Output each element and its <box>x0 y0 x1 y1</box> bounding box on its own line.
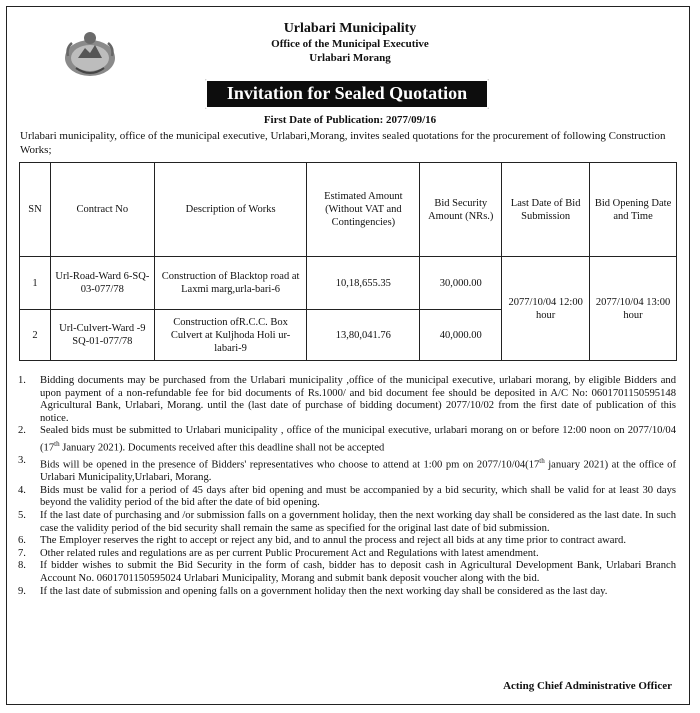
cell-opening: 2077/10/04 13:00 hour <box>590 257 677 361</box>
signature-title: Acting Chief Administrative Officer <box>503 680 672 692</box>
cell-estimated-amount: 10,18,655.35 <box>307 257 420 310</box>
note-text: Other related rules and regulations are as per current Public Procurement Act and Regulations with latest amendment. <box>40 547 539 559</box>
note-text: If the last date of purchasing and /or submission falls on a government holiday, then the next working day shall be considered as the last date. In such case the validity period of the bid security shall remain the same as specified for the original last date of bid submission. <box>40 510 676 534</box>
note-text: If bidder wishes to submit the Bid Security in the form of cash, bidder has to deposit cash in Agricultural Development Bank, Urlabari Branch Account No. 0601701150595024 Urlabari Municipality, Morang and submit bank deposit voucher along with the bid. <box>40 560 676 584</box>
header-last-date: Last Date of Bid Submission <box>502 163 590 257</box>
org-name: Urlabari Municipality <box>283 21 417 36</box>
cell-contract-no: Url-Culvert-Ward -9 SQ-01-077/78 <box>50 310 154 361</box>
header-contract-no: Contract No <box>50 163 154 257</box>
note-text: If the last date of submission and opening falls on a government holiday then the next working day shall be considered as the last day. <box>40 585 608 597</box>
header-description: Description of Works <box>154 163 307 257</box>
list-item <box>18 485 676 510</box>
list-item <box>18 548 676 561</box>
cell-description: Construction ofR.C.C. Box Culvert at Kuljhoda Holi ur-labari-9 <box>154 310 307 361</box>
note-number: 2. <box>18 425 26 437</box>
note-number: 4. <box>18 484 26 496</box>
list-item <box>18 586 676 599</box>
list-item <box>18 375 676 425</box>
note-number: 3. <box>18 455 26 467</box>
header-sn: SN <box>20 163 51 257</box>
cell-sn: 1 <box>20 257 51 310</box>
cell-estimated-amount: 13,80,041.76 <box>307 310 420 361</box>
list-item <box>18 560 676 585</box>
office-name: Office of the Municipal Executive <box>271 38 429 50</box>
cell-contract-no: Url-Road-Ward 6-SQ-03-077/78 <box>50 257 154 310</box>
note-text: Bids must be valid for a period of 45 days after bid opening and must be accompanied by a bid security, which shall be valid for at least 30 days beyond the validity period of the bid after the date of bid opening. <box>40 484 676 509</box>
list-item <box>18 455 676 485</box>
note-number: 7. <box>18 547 26 559</box>
office-location: Urlabari Morang <box>309 52 391 64</box>
note-number: 6. <box>18 535 26 547</box>
note-number: 8. <box>18 560 26 572</box>
cell-last-date: 2077/10/04 12:00 hour <box>502 257 590 361</box>
cell-bid-security: 30,000.00 <box>420 257 502 310</box>
list-item <box>18 510 676 535</box>
note-number: 9. <box>18 585 26 597</box>
note-number: 1. <box>18 375 26 386</box>
header-estimated-amount: Estimated Amount (Without VAT and Contingencies) <box>307 163 420 257</box>
note-number: 5. <box>18 510 26 521</box>
note-text: Sealed bids must be submitted to Urlabari municipality , office of the municipal executive, urlabari morang on or before 12:00 noon on 2077/10/04 (17th January 2021). Documents received after this deadline shall not be accepted <box>40 425 676 454</box>
works-table <box>19 162 677 361</box>
list-item <box>18 535 676 548</box>
note-text: Bidding documents may be purchased from the Urlabari municipality ,office of the municipal executive, urlabari morang, by eligible Bidders and upon payment of a non-refundable fee for bid documents of Rs.1000/ and bid document fee should be deposited in A/C No: 0601701150595148 Agricultural Bank, Urlabari, Morang. until the (last date of purchase of bidding document) 2077/10/02 from the first date of publication of this notice. <box>40 375 676 424</box>
notes-list <box>18 375 676 598</box>
list-item <box>18 425 676 455</box>
note-text: The Employer reserves the right to accept or reject any bid, and to annul the process and reject all bids at any time prior to contract award. <box>40 535 626 547</box>
header <box>0 20 700 65</box>
table-row <box>20 257 677 310</box>
notice-title: Invitation for Sealed Quotation <box>205 79 489 109</box>
cell-bid-security: 40,000.00 <box>420 310 502 361</box>
publication-date: First Date of Publication: 2077/09/16 <box>263 114 437 126</box>
cell-description: Construction of Blacktop road at Laxmi marg,urla-bari-6 <box>154 257 307 310</box>
intro-text: Urlabari municipality, office of the municipal executive, Urlabari,Morang, invites sealed quotations for the procurement of following Construction Works; <box>20 130 666 156</box>
header-opening: Bid Opening Date and Time <box>590 163 677 257</box>
table-header-row <box>20 163 677 257</box>
note-text: Bids will be opened in the presence of Bidders' representatives who choose to attend at 1:00 pm on 2077/10/04(17th january 2021) at the office of Urlabari Municipality,Urlabari, Morang. <box>40 457 677 484</box>
header-bid-security: Bid Security Amount (NRs.) <box>420 163 502 257</box>
cell-sn: 2 <box>20 310 51 361</box>
